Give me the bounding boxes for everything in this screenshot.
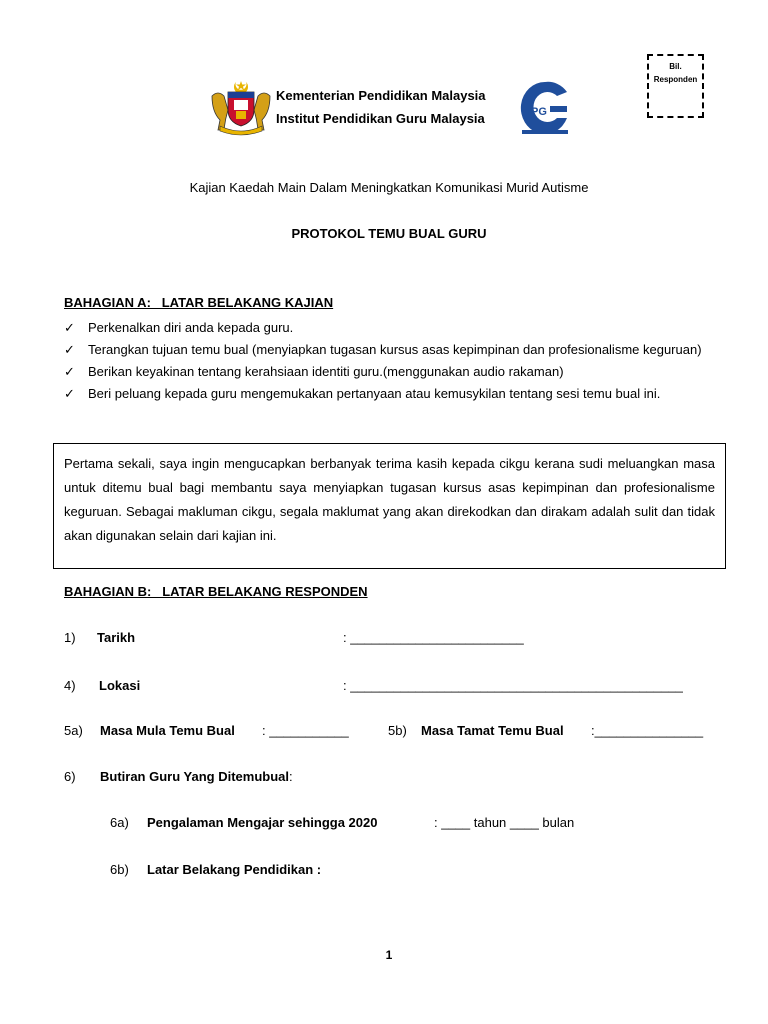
end-time-field[interactable]: :_______________ (591, 723, 704, 738)
section-b-heading: BAHAGIAN B: LATAR BELAKANG RESPONDEN (64, 584, 368, 599)
checklist-item: ✓ Terangkan tujuan temu bual (menyiapkan tugasan kursus asas kepimpinan dan profesionalisme keguruan) (64, 339, 724, 361)
responden-label: Responden (653, 75, 698, 84)
page-number: 1 (385, 948, 393, 962)
bil-label: Bil. (669, 62, 682, 71)
checkmark-icon: ✓ (64, 320, 75, 335)
respondent-number-box (647, 54, 704, 118)
checkmark-icon: ✓ (64, 342, 75, 357)
malaysia-coat-of-arms-logo (206, 78, 276, 136)
institute-name: Institut Pendidikan Guru Malaysia (276, 111, 485, 126)
date-field[interactable]: : ________________________ (343, 630, 524, 645)
intro-paragraph: Pertama sekali, saya ingin mengucapkan berbanyak terima kasih kepada cikgu kerana sudi meluangkan masa untuk ditemu bual bagi membantu saya menyiapkan tugasan kursus asas kepimpinan dan profesionalisme keguruan. Sebagai makluman cikgu, segala maklumat yang akan direkodkan dan dirakam adalah sulit dan tidak akan digunakan selain dari kajian ini. (64, 456, 715, 543)
checklist-item: ✓ Beri peluang kepada guru mengemukakan pertanyaan atau kemusykilan tentang sesi temu bual ini. (64, 383, 724, 405)
q4-label: Lokasi (99, 678, 141, 693)
checklist-item: ✓ Perkenalkan diri anda kepada guru. (64, 317, 724, 339)
location-field[interactable]: : ______________________________________________ (343, 678, 683, 693)
q6-label-wrap (100, 769, 293, 784)
q5b-number: 5b) (388, 723, 407, 738)
q5b-label: Masa Tamat Temu Bual (421, 723, 564, 738)
section-a-checklist (64, 317, 724, 405)
q4-number: 4) (64, 678, 76, 693)
section-a-heading: BAHAGIAN A: LATAR BELAKANG KAJIAN (64, 295, 334, 310)
checklist-item: ✓ Berikan keyakinan tentang kerahsiaan identiti guru.(menggunakan audio rakaman) (64, 361, 724, 383)
study-title: Kajian Kaedah Main Dalam Meningkatkan Komunikasi Murid Autisme (189, 180, 589, 195)
teaching-experience-field[interactable]: : ____ tahun ____ bulan (434, 815, 575, 830)
q5a-number: 5a) (64, 723, 83, 738)
q6a-label: Pengalaman Mengajar sehingga 2020 (147, 815, 378, 830)
q6-number: 6) (64, 769, 76, 784)
q5a-label: Masa Mula Temu Bual (100, 723, 235, 738)
q6-label: Butiran Guru Yang Ditemubual (100, 769, 290, 784)
intro-paragraph-box (53, 443, 726, 569)
q6-colon: : (289, 769, 293, 784)
q1-label: Tarikh (97, 630, 136, 645)
ipg-logo (520, 78, 570, 138)
q6b-label: Latar Belakang Pendidikan : (147, 862, 322, 877)
checkmark-icon: ✓ (64, 386, 75, 401)
start-time-field[interactable]: : ___________ (262, 723, 349, 738)
q6a-number: 6a) (110, 815, 129, 830)
checkmark-icon: ✓ (64, 364, 75, 379)
q6b-number: 6b) (110, 862, 129, 877)
q1-number: 1) (64, 630, 76, 645)
ministry-name: Kementerian Pendidikan Malaysia (276, 88, 486, 103)
svg-text:IPG: IPG (528, 106, 547, 118)
protocol-title: PROTOKOL TEMU BUAL GURU (291, 226, 487, 241)
